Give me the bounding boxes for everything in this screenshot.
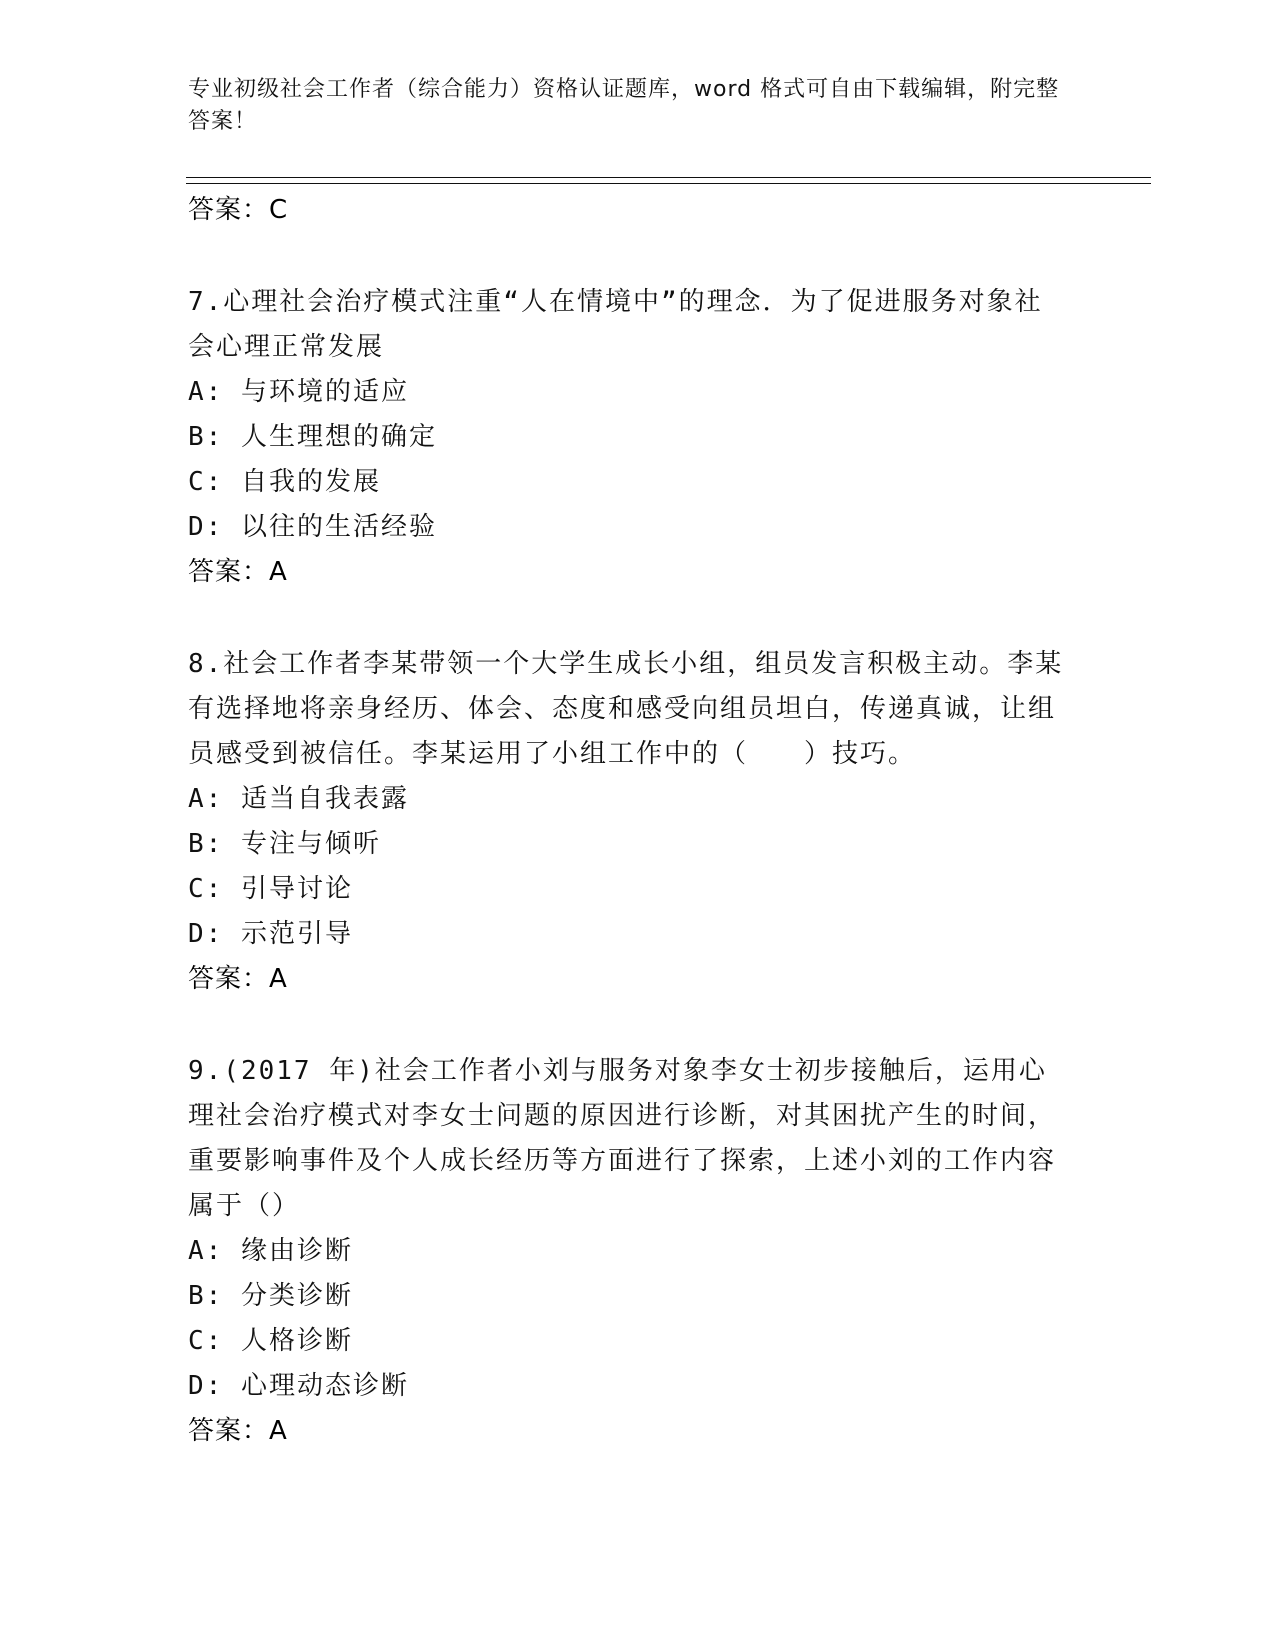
- answer: 答案：A: [188, 557, 288, 587]
- option-a: A: 缘由诊断: [188, 1236, 353, 1266]
- answer: 答案：A: [188, 1416, 288, 1446]
- option-c: C: 人格诊断: [188, 1326, 353, 1356]
- question-text: 7.心理社会治疗模式注重“人在情境中”的理念．为了促进服务对象社会心理正常发展: [188, 287, 1043, 362]
- spacer: [188, 595, 1068, 642]
- option-b: B: 人生理想的确定: [188, 422, 437, 452]
- spacer: [188, 233, 1068, 280]
- spacer: [188, 1002, 1068, 1049]
- header-rule-top: [186, 177, 1151, 178]
- option-c: C: 引导讨论: [188, 874, 353, 904]
- previous-answer: 答案：C: [188, 195, 289, 225]
- header-rule-bottom: [186, 183, 1151, 184]
- question-block-9: [188, 1049, 1068, 1454]
- question-block-8: [188, 642, 1068, 1002]
- page-header: 专业初级社会工作者（综合能力）资格认证题库，word 格式可自由下载编辑，附完整答案！: [188, 77, 1060, 134]
- option-d: D: 示范引导: [188, 919, 353, 949]
- option-b: B: 分类诊断: [188, 1281, 353, 1311]
- option-a: A: 适当自我表露: [188, 784, 409, 814]
- question-text: 8.社会工作者李某带领一个大学生成长小组，组员发言积极主动。李某有选择地将亲身经历、体会、态度和感受向组员坦白，传递真诚，让组员感受到被信任。李某运用了小组工作中的（ ）技巧。: [188, 649, 1064, 769]
- option-b: B: 专注与倾听: [188, 829, 381, 859]
- question-list: [188, 188, 1068, 1454]
- option-a: A: 与环境的适应: [188, 377, 409, 407]
- question-text: 9.(2017 年)社会工作者小刘与服务对象李女士初步接触后，运用心理社会治疗模式对李女士问题的原因进行诊断，对其困扰产生的时间，重要影响事件及个人成长经历等方面进行了探索，上述小刘的工作内容属于（）: [188, 1056, 1057, 1221]
- option-d: D: 心理动态诊断: [188, 1371, 409, 1401]
- option-c: C: 自我的发展: [188, 467, 381, 497]
- answer: 答案：A: [188, 964, 288, 994]
- question-block-7: [188, 280, 1068, 595]
- option-d: D: 以往的生活经验: [188, 512, 437, 542]
